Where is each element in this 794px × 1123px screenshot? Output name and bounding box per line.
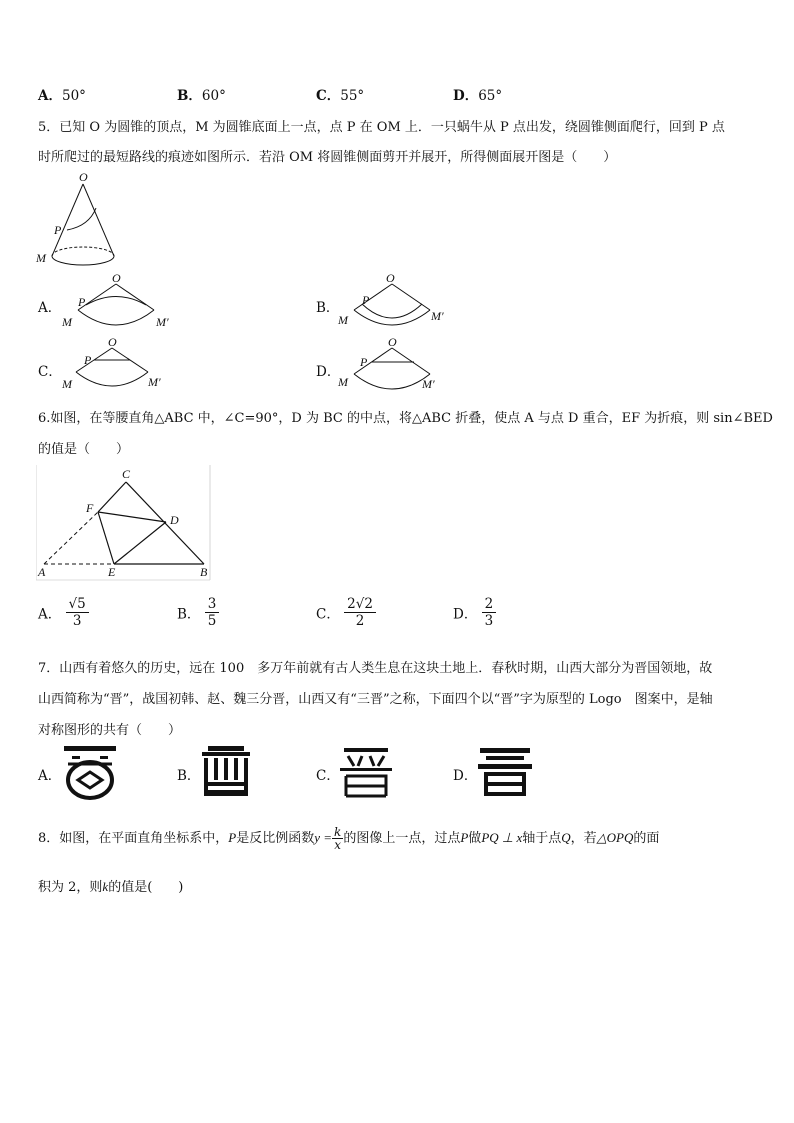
svg-text:P: P	[78, 295, 86, 309]
q6-triangle-figure	[36, 464, 214, 582]
q8-text-line2: 积为 2，则k的值是( )	[38, 879, 184, 895]
tri-label-f: F	[86, 501, 94, 515]
q5-text-line2: 时所爬过的最短路线的痕迹如图所示．若沿 OM 将圆锥侧面剪开并展开，所得侧面展开图是（ ）	[38, 150, 617, 165]
q7-option-a-letter: A．	[38, 768, 62, 784]
q5-text-line1: 5．已知 O 为圆锥的顶点，M 为圆锥底面上一点，点 P 在 OM 上．一只蜗牛从 P 点出发，绕圆锥侧面爬行，回到 P 点	[38, 120, 725, 135]
svg-text:M: M	[62, 315, 72, 329]
q7-logo-d-image	[476, 744, 534, 800]
svg-text:M: M	[338, 313, 348, 327]
q5-option-a-figure	[58, 270, 180, 332]
q4-option-b: B．60°	[177, 88, 226, 104]
q5-option-d-figure	[336, 334, 458, 396]
svg-text:M′: M′	[422, 377, 435, 391]
cone-label-m: M	[36, 251, 46, 265]
svg-text:O: O	[386, 271, 395, 285]
q5-option-b-letter: B．	[316, 300, 340, 316]
svg-text:O: O	[108, 335, 117, 349]
q5-cone-figure	[34, 168, 124, 272]
q7-text-line1: 7．山西有着悠久的历史，远在 100 多万年前就有古人类生息在这块土地上．春秋时期，山西大部分为晋国领地，故	[38, 661, 713, 676]
q5-option-c-letter: C．	[38, 364, 62, 380]
q7-text-line2: 山西简称为“晋”，战国初韩、赵、魏三分晋，山西又有“三晋”之称，下面四个以“晋”字为原型的 Logo 图案中，是轴	[38, 692, 713, 707]
tri-label-e: E	[108, 565, 116, 579]
svg-text:O: O	[388, 335, 397, 349]
svg-text:P: P	[84, 353, 92, 367]
svg-text:P: P	[362, 293, 370, 307]
q6-option-a: A． $\frac{√5}{3}$	[38, 596, 89, 629]
q6-option-b: B． $\frac{3}{5}$	[177, 596, 219, 629]
tri-label-c: C	[122, 467, 131, 481]
q7-option-b-letter: B．	[177, 768, 201, 784]
q4-option-d: D．65°	[453, 88, 503, 104]
q7-text-line3: 对称图形的共有（ ）	[38, 723, 182, 738]
q7-option-c-letter: C．	[316, 768, 340, 784]
q4-option-c: C．55°	[316, 88, 365, 104]
svg-text:M: M	[338, 375, 348, 389]
svg-text:M′: M′	[156, 315, 169, 329]
tri-label-d: D	[170, 513, 179, 527]
svg-text:M′: M′	[431, 309, 444, 323]
cone-label-p: P	[54, 223, 62, 237]
q5-option-c-figure	[58, 334, 180, 396]
tri-label-a: A	[38, 565, 46, 579]
svg-text:O: O	[112, 271, 121, 285]
q6-option-d: D． $\frac{2}{3}$	[453, 596, 496, 629]
tri-label-b: B	[200, 565, 208, 579]
q7-option-d-letter: D．	[453, 768, 478, 784]
q6-text-line2: 的值是（ ）	[38, 442, 130, 457]
q5-option-d-letter: D．	[316, 364, 341, 380]
q7-logo-c-image	[338, 744, 394, 800]
q7-logo-b-image	[200, 744, 252, 800]
cone-label-o: O	[79, 170, 88, 184]
q5-option-a-letter: A．	[38, 300, 62, 316]
q6-option-c: C． $\frac{2√2}{2}$	[316, 596, 376, 629]
q4-option-a: A．50°	[38, 88, 86, 104]
q8-text-line1: 8．如图，在平面直角坐标系中，P是反比例函数y = $\frac{k}{x}$ 的图像上一点，过点P做PQ ⊥ x轴于点Q，若△OPQ的面	[38, 825, 660, 852]
svg-text:M: M	[62, 377, 72, 391]
svg-text:M′: M′	[148, 375, 161, 389]
q8-function-fraction: $\frac{k}{x}$	[334, 825, 342, 852]
svg-text:P: P	[360, 355, 368, 369]
q6-text-line1: 6.如图，在等腰直角△ABC 中，∠C=90°，D 为 BC 的中点，将△ABC 折叠，使点 A 与点 D 重合，EF 为折痕，则 sin∠BED	[38, 411, 773, 426]
q5-option-b-figure	[336, 268, 458, 330]
q7-logo-a-image	[62, 744, 118, 802]
